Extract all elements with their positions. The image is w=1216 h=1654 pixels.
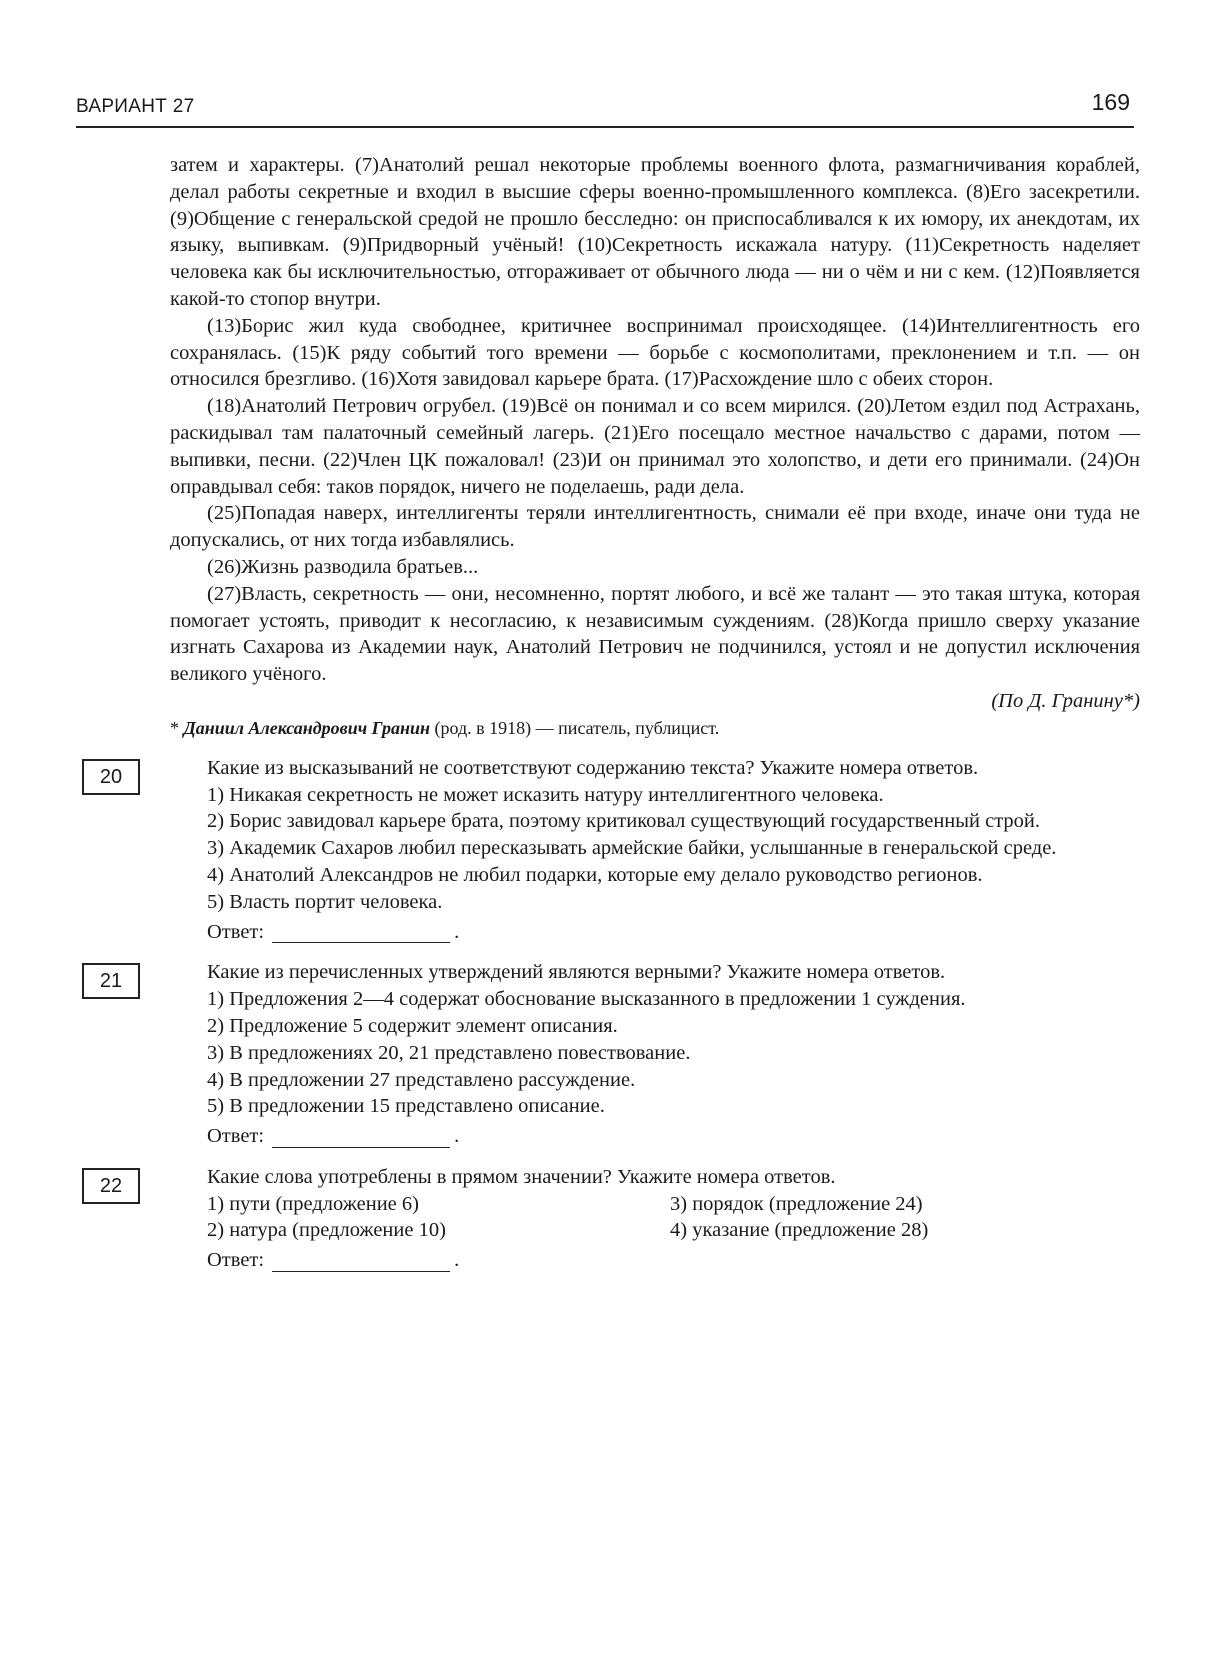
answer-blank[interactable]: [272, 1244, 450, 1272]
task-number-box: 21: [82, 963, 140, 999]
answer-row: [170, 916, 1140, 946]
answer-option: 5) Власть портит человека.: [207, 890, 443, 913]
variant-title: ВАРИАНТ 27: [76, 96, 195, 117]
answer-option: 1) пути (предложение 6): [207, 1192, 419, 1215]
answer-end: .: [454, 1249, 460, 1272]
answer-blank[interactable]: [272, 916, 450, 944]
answer-blank[interactable]: [272, 1120, 450, 1148]
answer-option: 5) В предложении 15 представлено описание.: [207, 1095, 605, 1118]
footnote-star: *: [170, 717, 179, 738]
task-20: [99, 755, 1140, 946]
page-header: [76, 86, 1134, 128]
answer-label: Ответ:: [207, 920, 265, 943]
task-question: Какие слова употреблены в прямом значении? Укажите номера ответов.: [207, 1165, 836, 1188]
answer-option: 1) Никакая секретность не может исказить натуру интеллигентного человека.: [207, 783, 884, 806]
page-number: 169: [1091, 89, 1130, 115]
task-question: Какие из высказываний не соответствуют содержанию текста? Укажите номера ответов.: [207, 756, 979, 779]
text-paragraph: (18)Анатолий Петрович огрубел. (19)Всё он понимал и со всем мирился. (20)Летом ездил под Астрахань, раскидывал там палаточный семейный лагерь. (21)Его посещало местное начальство с дарами, потом — выпивки, песни. (22)Член ЦК пожаловал! (23)И он принимал это холопство, и дети его принимали. (24)Он оправдывал себя: таков порядок, ничего не поделаешь, ради дела.: [170, 395, 1140, 498]
task-number-box: 20: [82, 759, 140, 795]
answer-option: 2) Предложение 5 содержит элемент описания.: [207, 1014, 618, 1037]
answer-option: 4) указание (предложение 28): [670, 1219, 929, 1242]
answer-option: 2) натура (предложение 10): [207, 1219, 446, 1242]
source-attribution: (По Д. Гранину*): [991, 689, 1140, 712]
options-grid: [170, 1191, 1140, 1245]
footnote-text: (род. в 1918) — писатель, публицист.: [434, 717, 720, 738]
text-paragraph: затем и характеры. (7)Анатолий решал некоторые проблемы военного флота, размагничивания кораблей, делал работы секретные и входил в высшие сферы военно-промышленного комплекса. (8)Его засекретили. (9)Общение с генеральской средой не прошло бесследно: он приспосабливался к их юмору, их анекдотам, их языку, выпивкам. (9)Придворный учёный! (10)Секретность искажала натуру. (11)Секретность наделяет человека как бы исключительностью, отгораживает от обычного люда — ни о чём и ни с кем. (12)Появляется какой-то стопор внутри.: [170, 154, 1140, 310]
answer-option: 4) В предложении 27 представлено рассуждение.: [207, 1068, 636, 1091]
answer-option: 3) порядок (предложение 24): [670, 1192, 923, 1215]
text-paragraph: (27)Власть, секретность — они, несомненно, портят любого, и всё же талант — это такая штука, которая помогает устоять, приводит к несогласию, к независимым суждениям. (28)Когда пришло сверху указание изгнать Сахарова из Академии наук, Анатолий Петрович не подчинился, устоял и не допустил исключения великого учёного.: [170, 582, 1140, 686]
answer-row: [170, 1120, 1140, 1150]
footnote-name: Даниил Александрович Гранин: [183, 717, 431, 738]
text-paragraph: (13)Борис жил куда свободнее, критичнее воспринимал происходящее. (14)Интеллигентность его сохранялась. (15)К ряду событий того времени — борьбе с космополитами, преклонением и т.п. — он относился брезгливо. (16)Хотя завидовал карьере брата. (17)Расхождение шло с обеих сторон.: [170, 314, 1140, 391]
text-paragraph: (25)Попадая наверх, интеллигенты теряли интеллигентность, снимали её при входе, иначе они туда не допускались, от них тогда избавлялись.: [170, 502, 1140, 552]
answer-label: Ответ:: [207, 1125, 265, 1148]
task-22: [99, 1164, 1140, 1274]
answer-option: 3) В предложениях 20, 21 представлено повествование.: [207, 1041, 691, 1064]
page-body: [99, 152, 1140, 1274]
answer-end: .: [454, 1125, 460, 1148]
task-question: Какие из перечисленных утверждений являются верными? Укажите номера ответов.: [207, 961, 946, 984]
answer-row: [170, 1244, 1140, 1274]
footnote: [170, 715, 1140, 741]
answer-option: 2) Борис завидовал карьере брата, поэтому критиковал существующий государственный строй.: [207, 810, 1041, 833]
answer-option: 3) Академик Сахаров любил пересказывать армейские байки, услышанные в генеральской среде.: [207, 837, 1057, 860]
answer-label: Ответ:: [207, 1249, 265, 1272]
text-paragraph: (26)Жизнь разводила братьев...: [207, 555, 479, 578]
task-21: [99, 959, 1140, 1150]
answer-option: 4) Анатолий Александров не любил подарки, которые ему делало руководство регионов.: [207, 863, 983, 886]
task-number-box: 22: [82, 1168, 140, 1204]
answer-end: .: [454, 920, 460, 943]
answer-option: 1) Предложения 2—4 содержат обоснование высказанного в предложении 1 суждения.: [207, 988, 966, 1011]
